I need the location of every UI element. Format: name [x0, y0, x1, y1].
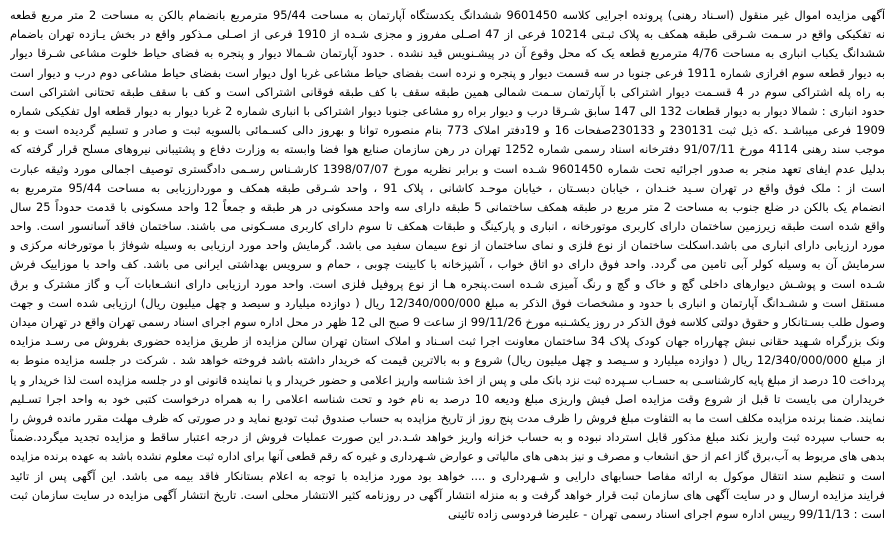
- notice-line-16: مستقل است و ششـدانگ آپارتمان و انباری با حدود و مشخصات فوق الذکر به مبلغ 12/340/000/000 ریال ( دوازده میلیارد و سیصد و چهل میلیون ریال) ارزیابی شده است و جهت: [10, 295, 885, 310]
- notice-line-4: به دیوار قطعه سوم افرازی شماره 1911 فرعی جنوبا در سه قسمت دیوار و پنجره و نرده است بفضای حیاط مشاعی غربا اول دیوار است بفضای حیاط مشاعی دوم درب و دیوار است: [10, 65, 885, 80]
- notice-line-25: است و تنظیم سند انتقال موکول به ارائه مفاصا حسابهای دارایی و شـهرداری و .... خواهد بود مورد مزایده با توجه به اعلام بستانکار فاقد بیمه می باشد. این آگهی پس از تائید: [10, 468, 885, 483]
- notice-line-9: بدلیل عدم ایفای تعهد منجر به صدور اجرائیه تحت شماره 9601450 شـده است و برابر نظریه مورخ 1398/07/07 کارشـناس رسـمی دادگستری توصیف اجمالی مورد وثیقه عبارت: [10, 161, 885, 176]
- notice-line-8: موجب سند رهنی 4114 مورخ 91/07/11 دفترخانه اسناد رسمی شماره 1252 تهران در رهن سازمان صنایع هوا فضا وابسته به وزارت دفاع و پشتیبانی نیروهای مسلح قرار گرفته که: [10, 142, 885, 157]
- notice-line-24: بدهی های مربوط به آب،برق گاز اعم از حق انشعاب و مصرف و نیز بدهی های مالیاتی و عوارض شـهرداری و غیره که رقم قطعی آنها برای اداره ثبت معلوم نشده باشد به عهده برنده مزایده: [10, 450, 885, 464]
- notice-line-15: شـده است و پوشـش دیوارهای داخلی گچ و خاک و گچ و رنگ آمیزی شـده است.پنجره هـا از نوع پروفیل فلزی است. واحد مورد ارزیابی دارای انشـعابات آب و گاز مشترک و برق: [10, 276, 885, 291]
- notice-line-3: ششدانگ یکباب انباری به مساحت 4/76 مترمربع قطعه یک که محل وقوع آن در پیشـنویس قید نشده . حدود آپارتمان شـمالا دیوار و پنجره به فضای حیاط خلوت مشاعی شـرقا دیوار: [10, 46, 885, 61]
- notice-line-13: مورد ارزیابی دارای انباری می باشد.اسکلت ساختمان از نوع فلزی و نمای ساختمان از نوع سیمان سفید می باشد. گرمایش واحد مورد ارزیابی به وسیله شوفاژ با موتورخانه مرکزی و: [10, 238, 885, 253]
- notice-line-17: وصول طلب بسـتانکار و حقوق دولتی کلاسه فوق الذکر در روز یکشـنبه مورخ 99/11/26 از ساعت 9 صبح الی 12 ظهر در محل اداره سوم اجرای اسناد رسمی تهران واقع در تهران میدان: [10, 315, 885, 329]
- notice-line-5: به راه پله اشتراکی سوم در 4 قسـمت دیوار اشتراکی با آپارتمان سـمت شمالی همین طبقه سقف با کف طبقه فوقانی اشتراکی است و کف با سقف طبقه تحتانی اشتراکی است: [10, 84, 885, 99]
- notice-line-6: حدود انباری : شمالا دیوار به دیوار قطعات 132 الی 147 سابق شـرقا درب و دیوار براه رو مشاعی جنوبا دیوار اشتراکی با انباری شماره 2 غربا دیوار به دیوار قطعه اول تفکیکی شماره: [10, 103, 885, 118]
- notice-line-21: خریداران می بایست تا قبل از شروع وقت مزایده اصل فیش واریزی مبلغ ودیعه 10 درصد به نام خود و تحت شناسه اعلامی را به همراه درخواست کتبی خود به واحد اجرا تسـلیم: [10, 391, 885, 406]
- notice-line-12: واقع شده است طبقه زیرزمین ساختمان دارای کاربری موتورخانه ، انباری و پارکینگ و طبقات همکف تا سوم دارای کاربری مسـکونی می باشند. ساختمان فاقد آسانسور است. واحد: [10, 219, 885, 234]
- notice-signature-line: است : 99/11/13 رییس اداره سوم اجرای اسناد رسمی تهران - علیرضا فردوسی زاده تائینی: [448, 506, 885, 521]
- notice-line-26: فرایند مزایده ارسال و در سایت آگهی های سازمان ثبت قرار خواهد گرفت و به منزله انتشار آگهی در روزنامه کثیر الانتشار محلی است. تاریخ انتشار آگهی مزایده در سایت سازمان ثبت: [10, 487, 885, 502]
- notice-line-19: از مبلغ 12/340/000/000 ریال ( دوازده میلیارد و سـیصد و چهل میلیون ریال) شروع و به بالاترین قیمت که خریدار داشته باشد فروخته خواهد شد . شرکت در جلسه مزایده منوط به: [10, 353, 885, 368]
- notice-line-11: انضمام یک بالکن در ضلع جنوب به مساحت 2 متر مربع در طبقه همکف ساختمانی 5 طبقه دارای سه واحد مسکونی در هر طبقه و جمعاً 12 واحد مسکونی با قدمت حدوداً 25 سال: [10, 199, 885, 214]
- notice-line-1: آگهی مزایده اموال غیر منقول (اسـناد رهنی) پرونده اجرایی کلاسه 9601450 ششدانگ یکدستگاه آپارتمان به مساحت 95/44 مترمربع بانضمام بالکن به مساحت 2 متر مربع قطعه: [10, 8, 885, 22]
- notice-line-18: ونک بزرگراه شـهید حقانی نبش چهارراه جهان کودک پلاک 34 ساختمان معاونت اجرا ثبت اسـناد و املاک استان تهران سالن مزایده از طریق مزایده حضوری بفروش می رسـد مزایده: [10, 334, 885, 349]
- notice-line-20: پرداخت 10 درصد از مبلغ پایه کارشناسـی به حسـاب سـپرده ثبت نزد بانک ملی و پس از اخذ شناسه واریز اعلامی و حضور خریدار و یا نماینده قانونی او در جلسه مزایده است لذا خریدار و یا: [10, 373, 885, 387]
- notice-line-22: نمایند. ضمنا برنده مزایده مکلف است ما به التفاوت مبلغ فروش را ظرف مدت پنج روز از تاریخ مزایده به حساب صندوق ثبت تودیع نماید و در صورتی که ظرف مهلت مقرر مانده فروش را: [10, 411, 885, 425]
- notice-line-14: سرمایش آن به وسیله کولر آبی تامین می گردد. واحد فوق دارای دو اتاق خواب ، آشپزخانه با کابینت چوبی ، حمام و سرویس بهداشتی ایرانی می باشد. کف واحد با موزاییک فرش: [10, 257, 885, 272]
- notice-line-2: نه تفکیکی واقع در سـمت شـرقی طبقه همکف به پلاک ثبـتی 10214 فرعی از 47 اصـلی مفروز و مجزی شـده از 1910 فرعی از اصـلی مـذکور واقع در بخش یـازده تهران باضمام: [10, 27, 885, 42]
- notice-line-10: است از : ملک فوق واقع در تهران سـید خنـدان ، خیابان دبسـتان ، خیابان موحـد کاشانی ، پلاک 91 ، واحد شـرقی طبقه همکف و موردارزیابی به مساحت 95/44 مترمربع به: [10, 180, 885, 195]
- notice-line-7: 1909 فرعی میباشـد .که ذیل ثبت 230131 و 230133صفحات 16 و 19دفتر املاک 773 بنام منصوره توانا و بهروز دالی کسـمائی بالسویه ثبت و صادر و تسلیم گردیده است و به: [10, 123, 885, 138]
- notice-line-23: به حساب سپرده ثبت واریز نکند مبلغ مذکور قابل استرداد نبوده و به حساب خزانه واریز خواهد شـد.در این صورت عملیات فروش از درجه اعتبار ساقط و مزایده تجدید میگردد.ضمناً: [10, 430, 885, 445]
